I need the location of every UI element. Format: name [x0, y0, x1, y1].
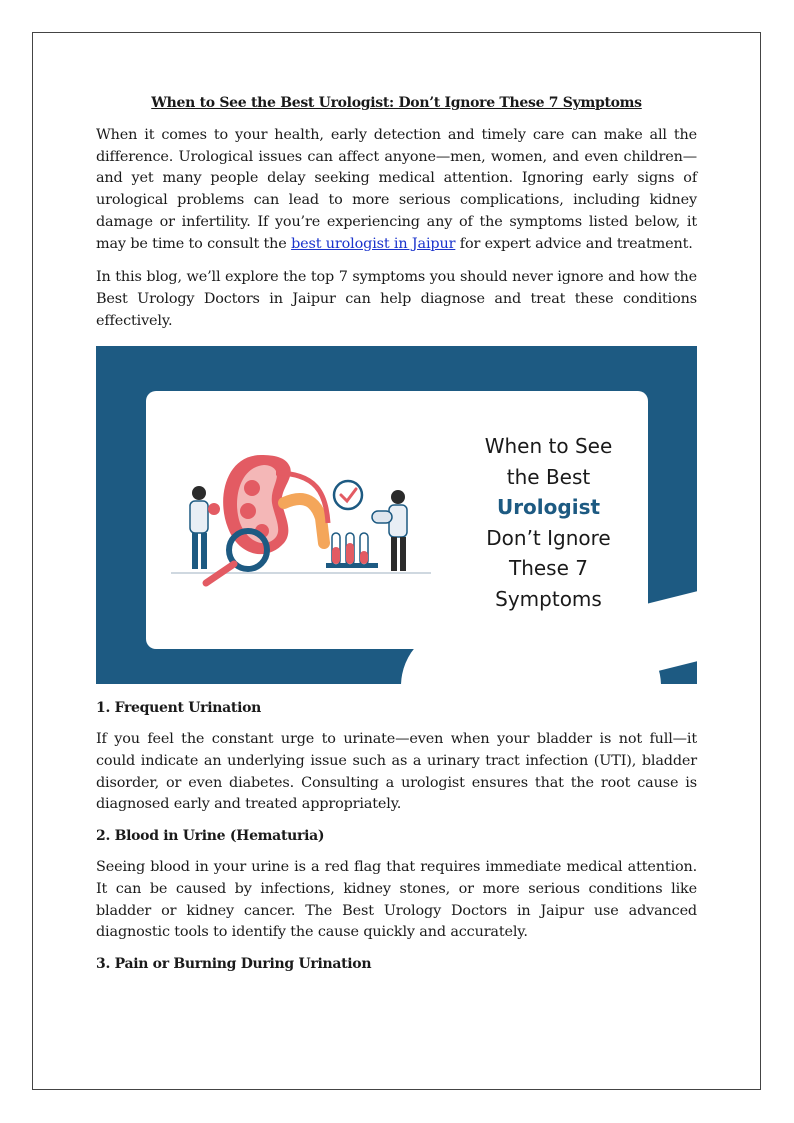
- section-body-1: If you feel the constant urge to urinate—even when your bladder is not full—it could indicate an underlying issue such as a urinary tract infection (UTI), bladder disorder, or even diabetes. Consulting a urologist ensures that the root cause is diagnosed early and treated appropriately.: [96, 731, 697, 813]
- banner-line-5: These 7: [508, 556, 588, 581]
- banner-line-6: Symptoms: [495, 586, 602, 611]
- banner-headline: [476, 431, 621, 614]
- section-heading-1: 1. Frequent Urination: [96, 700, 262, 717]
- hero-banner: [96, 346, 697, 684]
- intro-paragraph-2: In this blog, we’ll explore the top 7 symptoms you should never ignore and how the Best Urology Doctors in Jaipur can help diagnose and treat these conditions effectively.: [96, 269, 697, 329]
- urology-illustration: [166, 443, 436, 593]
- test-tubes-icon: [326, 533, 378, 568]
- urologist-jaipur-link[interactable]: best urologist in Jaipur: [291, 235, 456, 252]
- section-heading-2: 2. Blood in Urine (Hematuria): [96, 828, 325, 845]
- banner-card: [146, 391, 648, 649]
- intro-text-after: for expert advice and treatment.: [455, 235, 693, 252]
- article-title: When to See the Best Urologist: Don’t Ignore These 7 Symptoms: [151, 95, 642, 111]
- banner-line-1: When to See: [484, 434, 613, 459]
- article-content: [96, 95, 697, 985]
- doctor-left-figure: [190, 486, 220, 569]
- banner-line-2: the Best: [506, 464, 591, 489]
- intro-paragraph: [96, 125, 697, 255]
- section-body-2: Seeing blood in your urine is a red flag that requires immediate medical attention. It can be caused by infections, kidney stones, or more serious conditions like bladder or kidney cancer. The Best Urology Doctors in Jaipur use advanced diagnostic tools to identify the cause quickly and accurately.: [96, 859, 697, 941]
- section-heading-3: 3. Pain or Burning During Urination: [96, 955, 372, 972]
- banner-line-urologist: Urologist: [496, 495, 601, 520]
- kidney-icon: [223, 455, 328, 554]
- checkmark-bubble-icon: [334, 481, 362, 509]
- intro-text-before: When it comes to your health, early detection and timely care can make all the difference. Urological issues can affect anyone—men, women, and even children—and yet many people delay seeking medical attention. Ignoring early signs of urological problems can lead to more serious complications, including kidney damage or infertility. If you’re experiencing any of the symptoms listed below, it may be time to consult the: [96, 127, 697, 252]
- banner-line-4: Don’t Ignore: [486, 525, 611, 550]
- doctor-right-figure: [372, 490, 407, 571]
